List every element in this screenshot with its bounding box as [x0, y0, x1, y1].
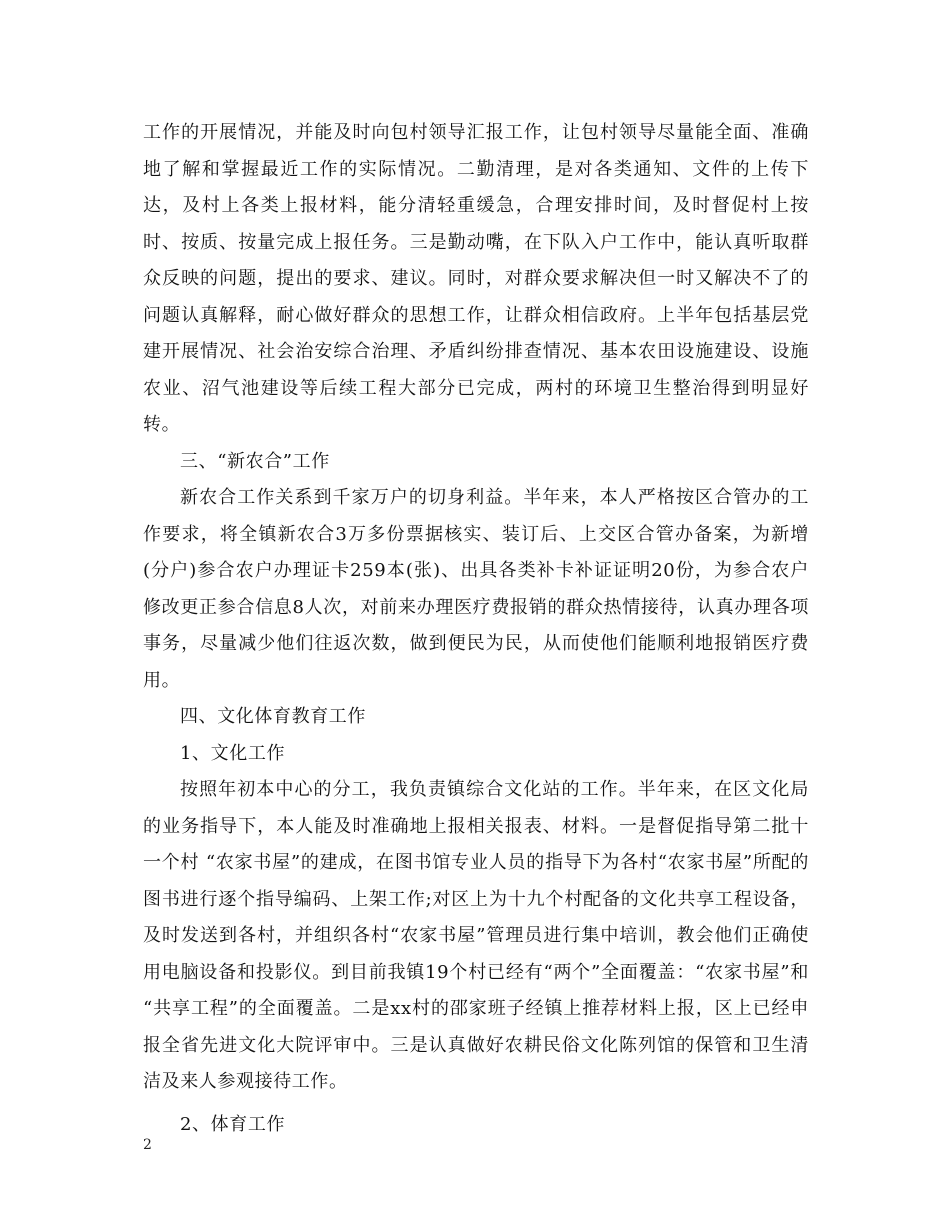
page-number: 2 [143, 1137, 152, 1153]
document-body [143, 115, 809, 1143]
section-heading: 三、“新农合”工作 [180, 450, 330, 472]
section-heading: 四、文化体育教育工作 [180, 706, 366, 727]
subsection-heading: 2、体育工作 [180, 1113, 286, 1135]
body-paragraph: 新农合工作关系到千家万户的切身利益。半年来，本人严格按区合管办的工作要求，将全镇新农合3万多份票据核实、装订后、上交区合管办备案，为新增(分户)参合农户办理证卡259本(张)、出具各类补卡补证证明20份，为参合农户修改更正参合信息8人次，对前来办理医疗费报销的群众热情接待，认真办理各项事务，尽量减少他们往返次数，做到便民为民，从而使他们能顺利地报销医疗费用。 [143, 487, 809, 691]
subsection-heading: 1、文化工作 [180, 742, 286, 764]
body-paragraph: 按照年初本中心的分工，我负责镇综合文化站的工作。半年来，在区文化局的业务指导下，本人能及时准确地上报相关报表、材料。一是督促指导第二批十一个村 “农家书屋”的建成，在图书馆专业人员的指导下为各村“农家书屋”所配的图书进行逐个指导编码、上架工作;对区上为十九个村配备的文化共享工程设备，及时发送到各村，并组织各村“农家书屋”管理员进行集中培训，教会他们正确使用电脑设备和投影仪。到目前我镇19个村已经有“两个”全面覆盖：“农家书屋”和 “共享工程”的全面覆盖。二是xx村的邵家班子经镇上推荐材料上报，区上已经申报全省先进文化大院评审中。三是认真做好农耕民俗文化陈列馆的保管和卫生清洁及来人参观接待工作。 [143, 779, 809, 1092]
body-paragraph: 工作的开展情况，并能及时向包村领导汇报工作，让包村领导尽量能全面、准确地了解和掌握最近工作的实际情况。二勤清理，是对各类通知、文件的上传下达，及村上各类上报材料，能分清轻重缓急，合理安排时间，及时督促村上按时、按质、按量完成上报任务。三是勤动嘴，在下队入户工作中，能认真听取群众反映的问题，提出的要求、建议。同时，对群众要求解决但一时又解决不了的问题认真解释，耐心做好群众的思想工作，让群众相信政府。上半年包括基层党建开展情况、社会治安综合治理、矛盾纠纷排查情况、基本农田设施建设、设施农业、沼气池建设等后续工程大部分已完成，两村的环境卫生整治得到明显好转。 [143, 122, 809, 435]
